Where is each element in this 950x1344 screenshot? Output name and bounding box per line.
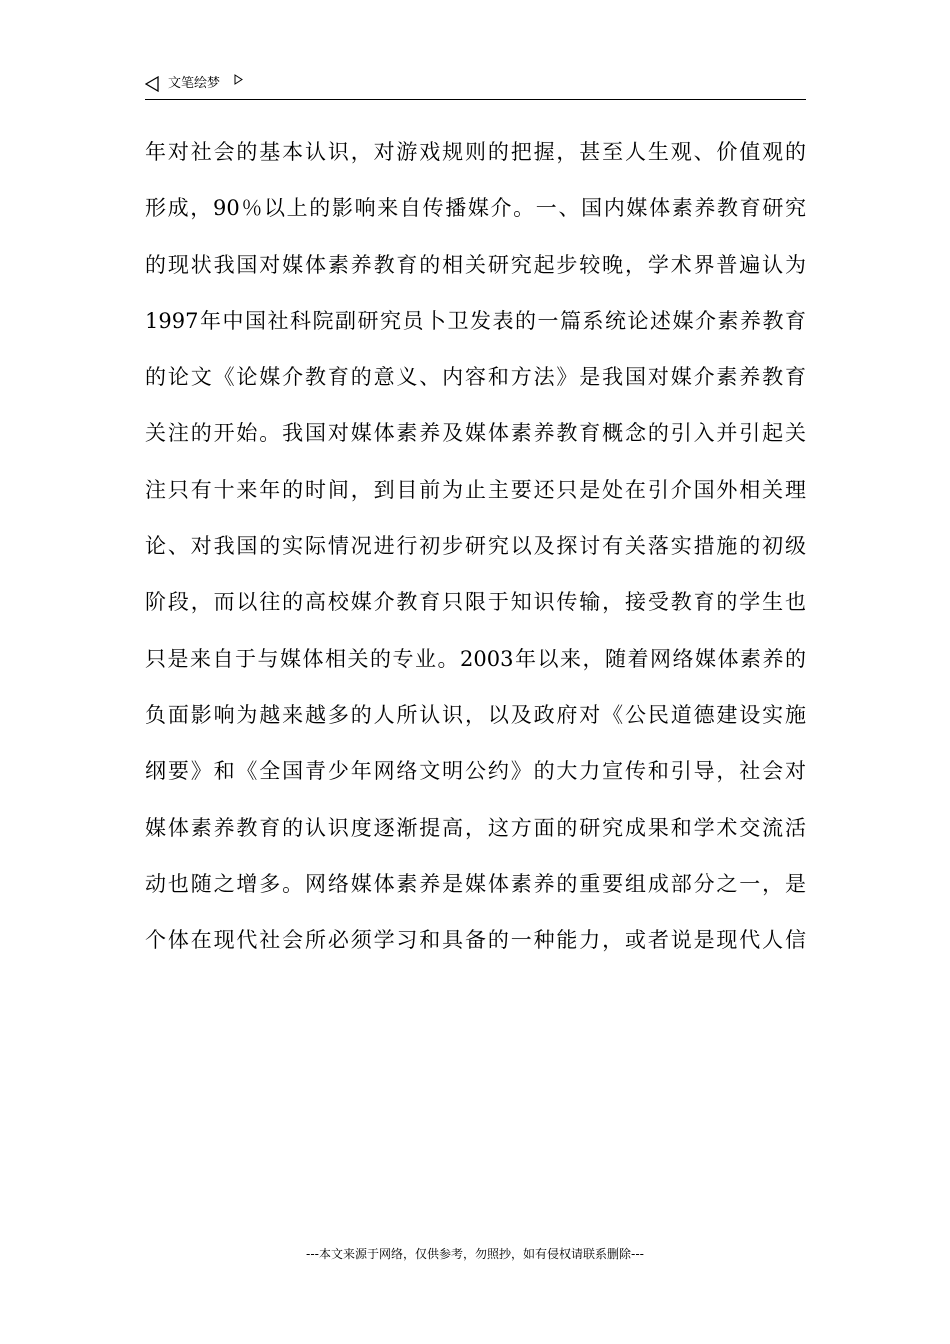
text-line: 媒体素养教育的认识度逐渐提高，这方面的研究成果和学术交流活 xyxy=(145,815,806,840)
text-line: 负面影响为越来越多的人所认识，以及政府对《公民道德建设实施 xyxy=(145,702,806,727)
text-line: 纲要》和《全国青少年网络文明公约》的大力宣传和引导，社会对 xyxy=(145,759,806,784)
text-line: 关注的开始。我国对媒体素养及媒体素养教育概念的引入并引起关 xyxy=(145,421,806,446)
header-title: 文笔绘梦 xyxy=(168,76,221,91)
text-line: 只是来自于与媒体相关的专业。2003年以来，随着网络媒体素养的 xyxy=(145,646,806,671)
text-line: 注只有十来年的时间，到目前为止主要还只是处在引介国外相关理 xyxy=(145,477,806,502)
text-line: 1997年中国社科院副研究员卜卫发表的一篇系统论述媒介素养教育 xyxy=(145,308,806,333)
text-line: 动也随之增多。网络媒体素养是媒体素养的重要组成部分之一，是 xyxy=(145,871,806,896)
document-body xyxy=(145,128,806,972)
left-triangle-outline-icon xyxy=(145,76,159,92)
text-line: 形成，90％以上的影响来自传播媒介。一、国内媒体素养教育研究 xyxy=(145,196,806,221)
page-header xyxy=(145,72,806,100)
text-line: 的现状我国对媒体素养教育的相关研究起步较晚，学术界普遍认为 xyxy=(145,252,806,277)
text-line: 阶段，而以往的高校媒介教育只限于知识传输，接受教育的学生也 xyxy=(145,590,806,615)
right-triangle-outline-icon xyxy=(234,74,243,85)
text-line: 个体在现代社会所必须学习和具备的一种能力，或者说是现代人信 xyxy=(145,928,806,953)
page-footer: ---本文来源于网络，仅供参考，勿照抄，如有侵权请联系删除--- xyxy=(306,1247,644,1261)
text-line: 年对社会的基本认识，对游戏规则的把握，甚至人生观、价值观的 xyxy=(145,140,806,164)
text-line: 论、对我国的实际情况进行初步研究以及探讨有关落实措施的初级 xyxy=(145,534,806,559)
text-line: 的论文《论媒介教育的意义、内容和方法》是我国对媒介素养教育 xyxy=(145,365,806,390)
